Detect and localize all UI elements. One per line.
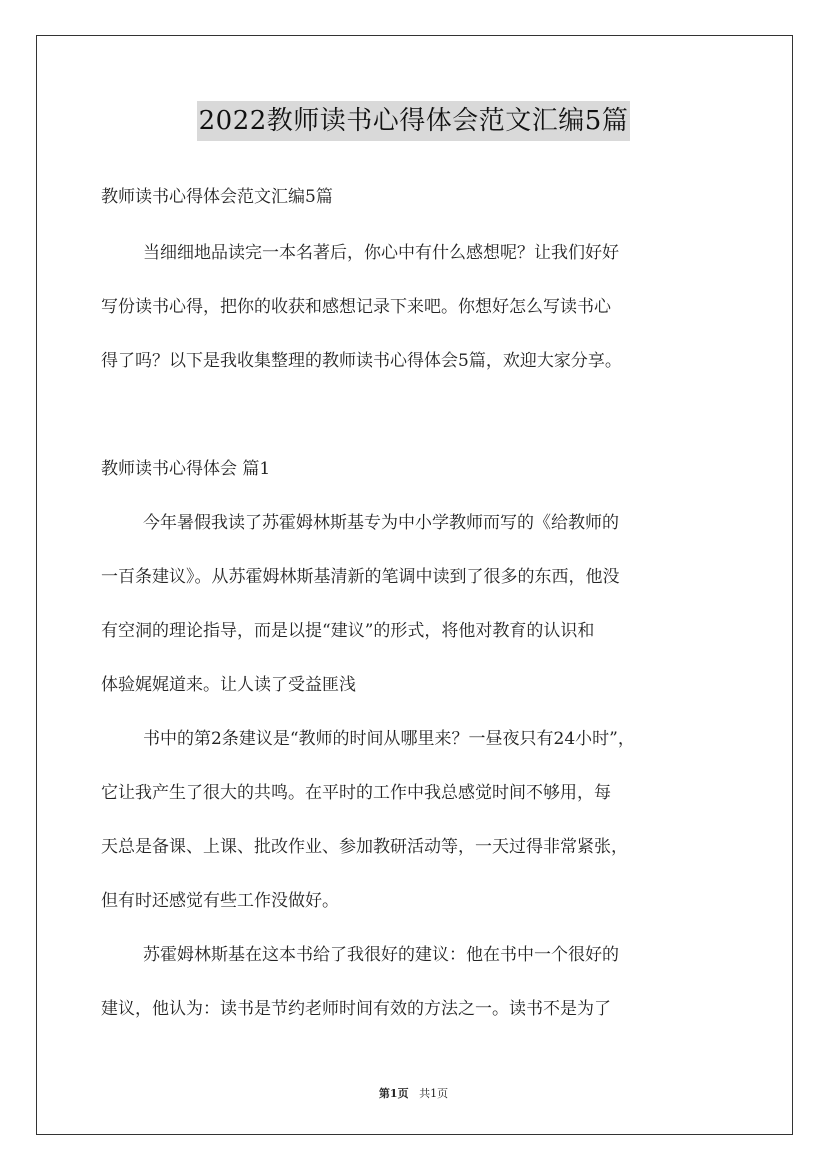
body-line: 一百条建议》。从苏霍姆林斯基清新的笔调中读到了很多的东西，他没: [101, 567, 620, 587]
body-line: 但有时还感觉有些工作没做好。: [101, 891, 339, 911]
intro-line: 写份读书心得，把你的收获和感想记录下来吧。你想好怎么写读书心: [101, 297, 611, 317]
intro-line: 当细细地品读完一本名著后，你心中有什么感想呢？让我们好好: [143, 243, 619, 263]
body-line: 天总是备课、上课、批改作业、参加教研活动等，一天过得非常紧张，: [101, 837, 628, 857]
body-line: 有空洞的理论指导，而是以提“建议”的形式，将他对教育的认识和: [101, 621, 595, 641]
page-number: 第1页: [378, 1087, 409, 1100]
body-line: 书中的第2条建议是“教师的时间从哪里来？一昼夜只有24小时”，: [143, 729, 635, 749]
title-container: [0, 101, 827, 141]
body-line: 今年暑假我读了苏霍姆林斯基专为中小学教师而写的《给教师的: [143, 513, 619, 533]
body-line: 体验娓娓道来。让人读了受益匪浅: [101, 675, 356, 695]
body-line: 它让我产生了很大的共鸣。在平时的工作中我总感觉时间不够用，每: [101, 783, 611, 803]
page-footer: [0, 1085, 827, 1101]
document-subtitle: 教师读书心得体会范文汇编5篇: [101, 187, 333, 207]
intro-line: 得了吗？以下是我收集整理的教师读书心得体会5篇，欢迎大家分享。: [101, 351, 622, 371]
page-total: 共1页: [419, 1087, 449, 1100]
body-line: 建议，他认为：读书是节约老师时间有效的方法之一。读书不是为了: [101, 999, 611, 1019]
section-heading: 教师读书心得体会 篇1: [101, 459, 271, 479]
body-line: 苏霍姆林斯基在这本书给了我很好的建议：他在书中一个很好的: [143, 945, 619, 965]
document-title: 2022教师读书心得体会范文汇编5篇: [197, 101, 631, 141]
